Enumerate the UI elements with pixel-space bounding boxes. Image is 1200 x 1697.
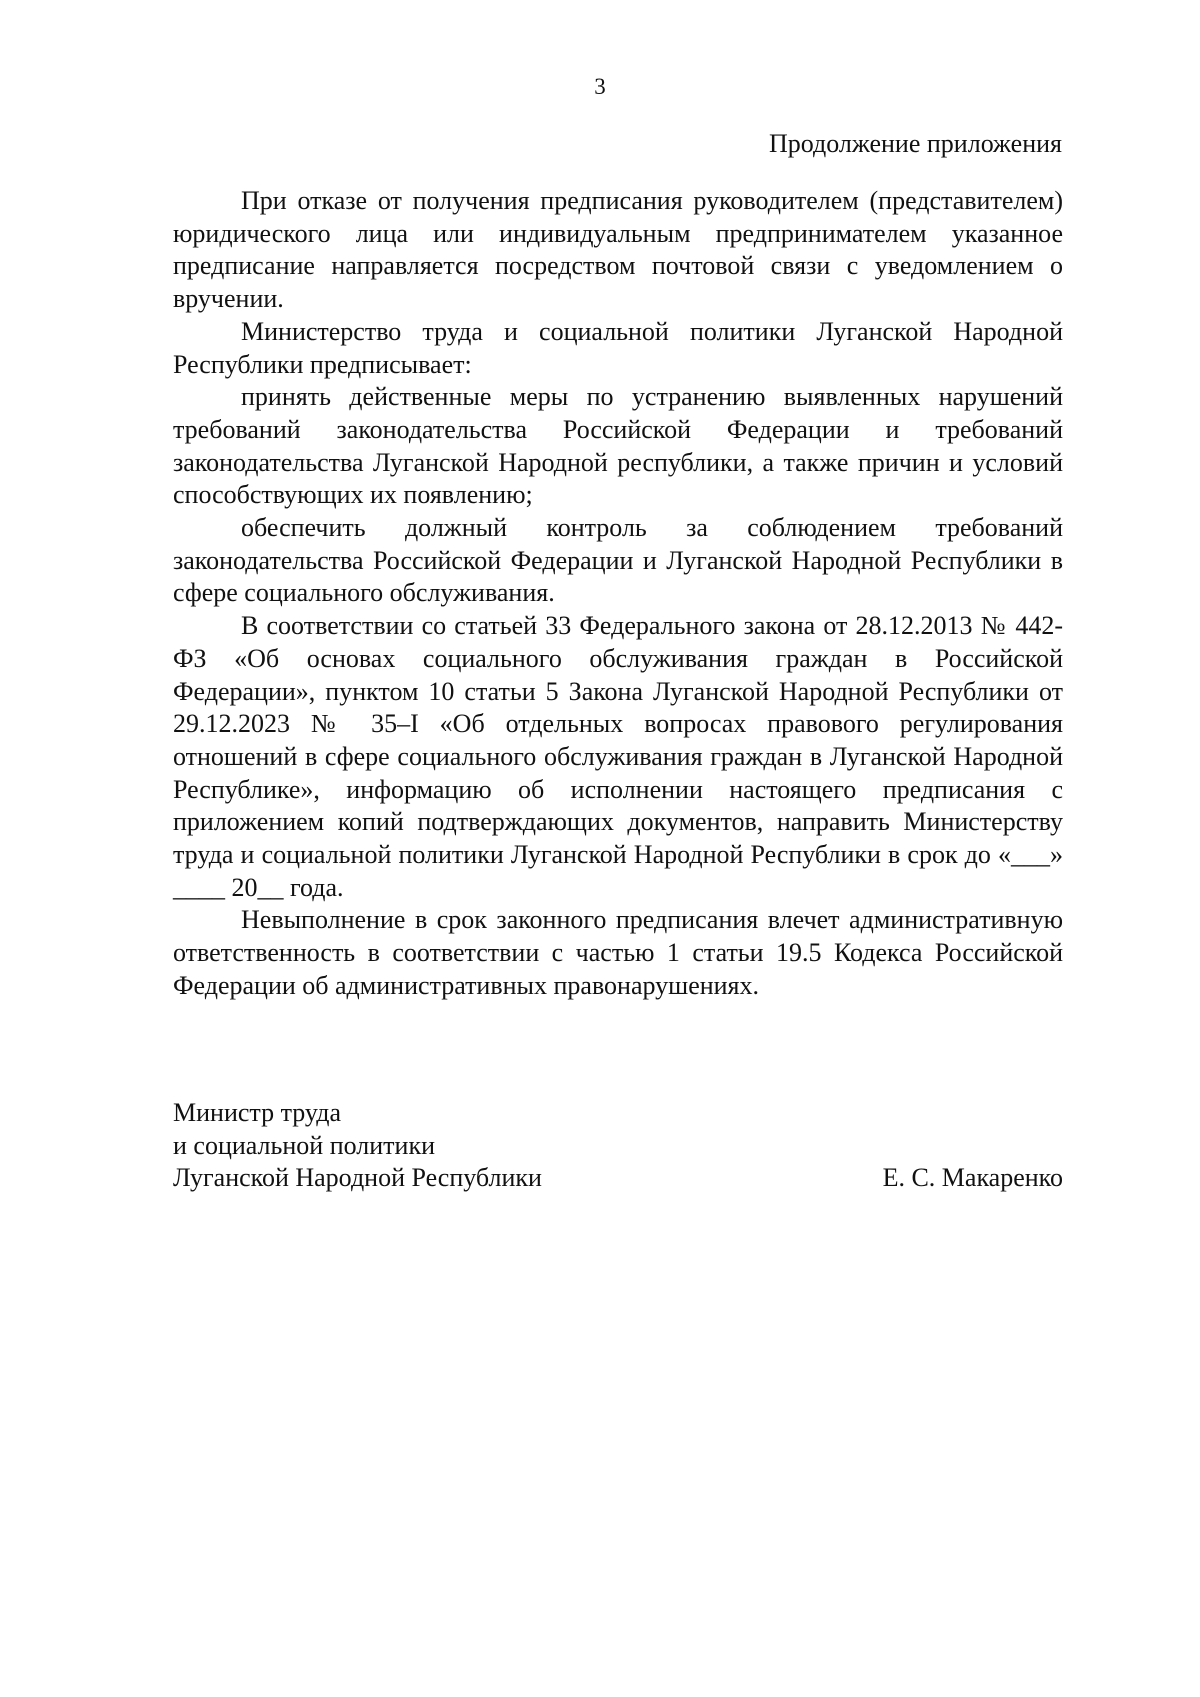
signature-title-line3: Луганской Народной Республики (173, 1163, 542, 1193)
signature-title-line1: Министр труда (173, 1098, 342, 1127)
document-body (173, 185, 1063, 1003)
paragraph-refusal: При отказе от получения предписания руководителем (представителем) юридического лица или индивидуальным предпринимателем указанное предписание направляется посредством почтовой связи с уведомлением о вручении. (173, 186, 1063, 314)
page-number: 3 (594, 74, 606, 99)
paragraph-liability: Невыполнение в срок законного предписания влечет административную ответственность в соответствии с частью 1 статьи 19.5 Кодекса Российской Федерации об административных правонарушениях. (173, 905, 1063, 1000)
signature-title-line2: и социальной политики (173, 1130, 435, 1160)
paragraph-take-measures: принять действенные меры по устранению выявленных нарушений требований законодательства Российской Федерации и требований законодательства Луганской Народной республики, а также причин и условий способствующих их появлению; (173, 382, 1063, 510)
continuation-label: Продолжение приложения (768, 129, 1062, 158)
signatory-name: Е. С. Макаренко (882, 1163, 1063, 1193)
paragraph-ensure-control: обеспечить должный контроль за соблюдением требований законодательства Российской Федерации и Луганской Народной Республики в сфере социального обслуживания. (173, 513, 1063, 608)
signature-block (173, 1097, 1063, 1195)
paragraph-ministry-prescribes: Министерство труда и социальной политики Луганской Народной Республики предписывает: (173, 316, 1063, 379)
paragraph-legal-basis: В соответствии со статьей 33 Федерального закона от 28.12.2013 № 442-ФЗ «Об основах социального обслуживания граждан в Российской Федерации», пунктом 10 статьи 5 Закона Луганской Народной Республики от 29.12.2023 № 35–I «Об отдельных вопросах правового регулирования отношений в сфере социального обслуживания граждан в Луганской Народной Республике», информацию об исполнении настоящего предписания с приложением копий подтверждающих документов, направить Министерству труда и социальной политики Луганской Народной Республики в срок до «___» ____ 20__ года. (173, 611, 1063, 902)
